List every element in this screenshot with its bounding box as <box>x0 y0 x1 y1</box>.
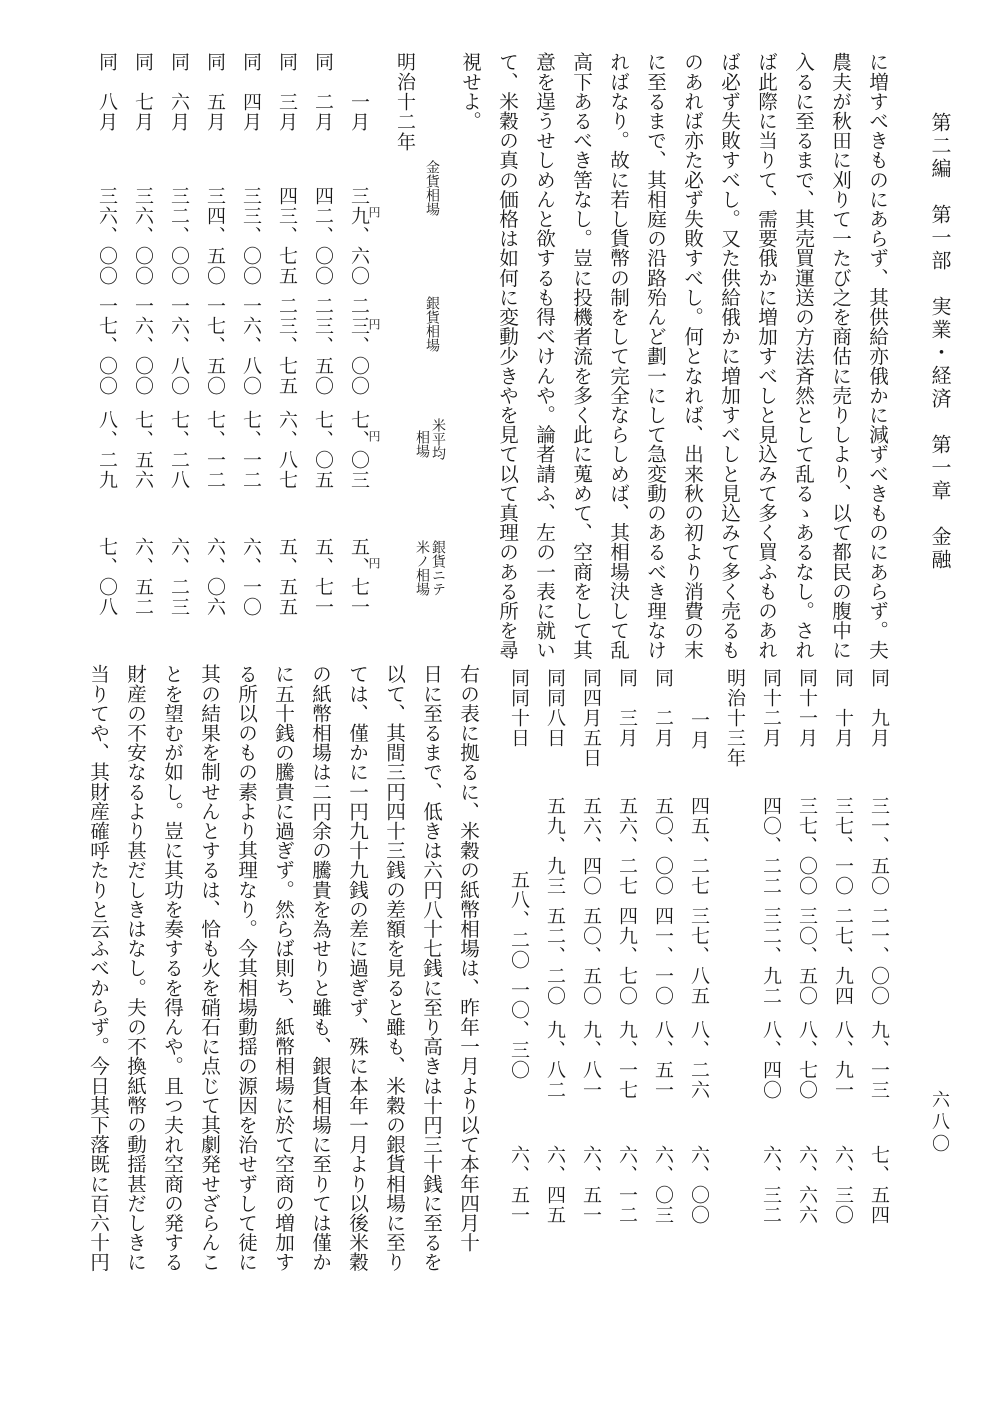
column-header-silver: 銀貨相場 <box>424 296 440 352</box>
month-cell: 一月 <box>348 92 370 132</box>
page-number: 六八〇 <box>929 1090 950 1156</box>
text-line: ればなり。故に若し貨幣の制をして完全ならしめば、其相場決して乱 <box>606 52 630 660</box>
rice-cell: 七、〇五 <box>312 410 334 490</box>
silver-cell: 三〇、五〇 <box>796 906 818 1006</box>
text-line: に至るまで、其相庭の沿路殆んど劃一にして急変動のあるべき理なけ <box>643 52 667 660</box>
column-header-silver-rice-1: 銀貨ニテ <box>430 540 446 596</box>
silver-rice-cell: 六、一〇 <box>240 537 262 617</box>
silver-rice-cell: 六、四五 <box>544 1145 566 1225</box>
text-line: 其の結果を制せんとするは、恰も火を硝石に点じて其劇発せざらんこ <box>197 664 221 1272</box>
rice-cell: 八、五一 <box>652 1020 674 1100</box>
silver-rice-cell: 七、五四 <box>868 1145 890 1225</box>
text-line: 入るに至るまで、其売買運送の方法斉然として乱るゝあるなし。され <box>791 52 815 660</box>
text-line: て、米穀の真の価格は如何に変動少きやを見て以て真理のある所を尋 <box>495 52 519 660</box>
gold-cell: 三二、〇〇 <box>168 186 190 286</box>
rice-cell: 九、八一 <box>580 1020 602 1100</box>
silver-cell: 四一、一〇 <box>652 906 674 1006</box>
silver-cell: 五八、二〇 <box>508 870 530 970</box>
month-cell: 同 二月 <box>652 668 674 748</box>
rice-cell: 六、八七 <box>276 410 298 490</box>
column-header-silver-rice-2: 米ノ相場 <box>414 540 430 596</box>
month-cell: 一月 <box>688 710 710 750</box>
gold-cell: 四〇、二二 <box>760 796 782 896</box>
month-cell: 同同十日 <box>508 668 530 748</box>
silver-rice-cell: 六、五一 <box>508 1145 530 1225</box>
silver-rice-cell: 六、五二 <box>132 537 154 617</box>
running-header: 第二編 第一部 実業・経済 第一章 金融 <box>928 112 952 572</box>
rice-cell: 九、一三 <box>868 1020 890 1100</box>
silver-cell: 二三、〇〇 <box>348 296 370 396</box>
silver-cell: 二三、五〇 <box>312 296 334 396</box>
silver-rice-cell: 六、一二 <box>616 1145 638 1225</box>
gold-cell: 三三、〇〇 <box>240 186 262 286</box>
month-cell: 同 八月 <box>96 52 118 132</box>
rice-cell: 九、一七 <box>616 1020 638 1100</box>
gold-cell: 四五、二七 <box>688 796 710 896</box>
gold-cell: 三七、一〇 <box>832 796 854 896</box>
text-line: 農夫が秋田に刈りて一たび之を商估に売りしより、以て都民の腹中に <box>828 52 852 660</box>
gold-cell: 三六、〇〇 <box>96 186 118 286</box>
rice-cell: 七、五六 <box>132 410 154 490</box>
silver-cell: 一六、八〇 <box>168 296 190 396</box>
gold-cell: 五九、九三 <box>544 796 566 896</box>
silver-cell: 一七、五〇 <box>204 296 226 396</box>
unit-label: 円 <box>367 318 381 330</box>
silver-rice-cell: 六、三〇 <box>832 1145 854 1225</box>
text-line: 意を逞うせしめんと欲するも得べけんや。論者請ふ、左の一表に就い <box>532 52 556 660</box>
month-cell: 同十二月 <box>760 668 782 748</box>
gold-cell: 三一、五〇 <box>868 796 890 896</box>
month-cell: 同 十月 <box>832 668 854 748</box>
text-line: 視せよ。 <box>458 52 482 131</box>
gold-cell: 三六、〇〇 <box>132 186 154 286</box>
text-line: ば此際に当りて、需要俄かに増加すべしと見込みて多く買ふものあれ <box>754 52 778 660</box>
silver-rice-cell: 六、〇六 <box>204 537 226 617</box>
silver-rice-cell: 六、五一 <box>580 1145 602 1225</box>
text-line: 以て、其間三円四十三銭の差額を見ると雖も、米穀の銀貨相場に至り <box>382 664 406 1272</box>
rice-cell: 八、四〇 <box>760 1020 782 1100</box>
silver-cell: 一七、〇〇 <box>96 296 118 396</box>
month-cell: 同 九月 <box>868 668 890 748</box>
month-cell: 同 三月 <box>616 668 638 748</box>
month-cell: 同 六月 <box>168 52 190 132</box>
month-cell: 同 七月 <box>132 52 154 132</box>
silver-cell: 一六、〇〇 <box>132 296 154 396</box>
gold-cell: 五六、二七 <box>616 796 638 896</box>
text-line: のあれば亦た必ず失敗すべし。何となれば、出来秋の初より消費の末 <box>680 52 704 660</box>
month-cell: 同同八日 <box>544 668 566 748</box>
gold-cell: 三四、五〇 <box>204 186 226 286</box>
silver-cell: 二三、七五 <box>276 296 298 396</box>
unit-label: 円 <box>367 206 381 218</box>
silver-rice-cell: 六、二三 <box>168 537 190 617</box>
text-line: とを望むが如し。豈に其功を奏するを得んや。且つ夫れ空商の発する <box>160 664 184 1272</box>
month-cell: 同十一月 <box>796 668 818 748</box>
gold-cell: 四三、七五 <box>276 186 298 286</box>
column-header-gold: 金貨相場 <box>424 160 440 216</box>
silver-cell: 二七、九四 <box>832 906 854 1006</box>
month-cell: 同 五月 <box>204 52 226 132</box>
rice-cell: 七、一二 <box>240 410 262 490</box>
gold-cell: 三七、〇〇 <box>796 796 818 896</box>
text-line: の紙幣相場は二円余の騰貴を為せりと雖も、銀貨相場に至りては僅か <box>308 664 332 1272</box>
silver-rice-cell: 五、五五 <box>276 537 298 617</box>
year-label: 明治十三年 <box>724 668 746 768</box>
month-cell: 同 四月 <box>240 52 262 132</box>
text-line: 当りてや、其財産確呼たりと云ふべからず。今日其下落既に百六十円 <box>86 664 110 1272</box>
month-cell: 同 三月 <box>276 52 298 132</box>
silver-rice-cell: 六、三二 <box>760 1145 782 1225</box>
text-line: 財産の不安なるより甚だしきはなし。夫の不換紙幣の動揺甚だしきに <box>123 664 147 1272</box>
silver-cell: 五二、二〇 <box>544 906 566 1006</box>
gold-cell: 三九、六〇 <box>348 186 370 286</box>
rice-cell: 八、七〇 <box>796 1020 818 1100</box>
rice-cell: 七、〇三 <box>348 410 370 490</box>
gold-cell: 五〇、〇〇 <box>652 796 674 896</box>
silver-cell: 四九、七〇 <box>616 906 638 1006</box>
unit-label: 円 <box>367 557 381 569</box>
column-header-rice-avg-1: 米平均 <box>430 418 446 460</box>
text-line: ては、僅かに一円九十九銭の差に過ぎず、殊に本年一月より以後米穀 <box>345 664 369 1272</box>
rice-cell: 一〇、三〇 <box>508 980 530 1080</box>
month-cell: 同四月五日 <box>580 668 602 768</box>
silver-cell: 一六、八〇 <box>240 296 262 396</box>
silver-cell: 二一、〇〇 <box>868 906 890 1006</box>
column-header-rice-avg-2: 相場 <box>414 430 430 458</box>
year-label: 明治十二年 <box>394 52 416 152</box>
text-line: に増すべきものにあらず、其供給亦俄かに減ずべきものにあらず。夫 <box>865 52 889 660</box>
text-line: に五十銭の騰貴に過ぎず。然らば則ち、紙幣相場に於て空商の増加す <box>271 664 295 1272</box>
text-line: 日に至るまで、低きは六円八十七銭に至り高きは十円三十銭に至るを <box>419 664 443 1272</box>
silver-rice-cell: 五、七一 <box>312 537 334 617</box>
silver-rice-cell: 六、〇三 <box>652 1145 674 1225</box>
gold-cell: 四二、〇〇 <box>312 186 334 286</box>
unit-label: 円 <box>367 430 381 442</box>
rice-cell: 七、一二 <box>204 410 226 490</box>
rice-cell: 七、二八 <box>168 410 190 490</box>
text-line: ば必ず失敗すべし。又た供給俄かに増加すべしと見込みて多く売るも <box>717 52 741 660</box>
rice-cell: 八、九一 <box>832 1020 854 1100</box>
silver-rice-cell: 五、七一 <box>348 537 370 617</box>
text-line: 高下あるべき筈なし。豈に投機者流を多く此に蒐めて、空商をして其 <box>569 52 593 660</box>
text-line: る所以のもの素より其理なり。今其相場動揺の源因を治せずして徒に <box>234 664 258 1272</box>
text-line: 右の表に拠るに、米穀の紙幣相場は、昨年一月より以て本年四月十 <box>456 664 480 1252</box>
silver-cell: 三七、八五 <box>688 906 710 1006</box>
silver-cell: 三二、九二 <box>760 906 782 1006</box>
rice-cell: 八、二九 <box>96 410 118 490</box>
silver-rice-cell: 六、〇〇 <box>688 1145 710 1225</box>
silver-cell: 五〇、五〇 <box>580 906 602 1006</box>
silver-rice-cell: 七、〇八 <box>96 537 118 617</box>
gold-cell: 五六、四〇 <box>580 796 602 896</box>
month-cell: 同 二月 <box>312 52 334 132</box>
rice-cell: 八、二六 <box>688 1020 710 1100</box>
rice-cell: 九、八二 <box>544 1020 566 1100</box>
silver-rice-cell: 六、六六 <box>796 1145 818 1225</box>
